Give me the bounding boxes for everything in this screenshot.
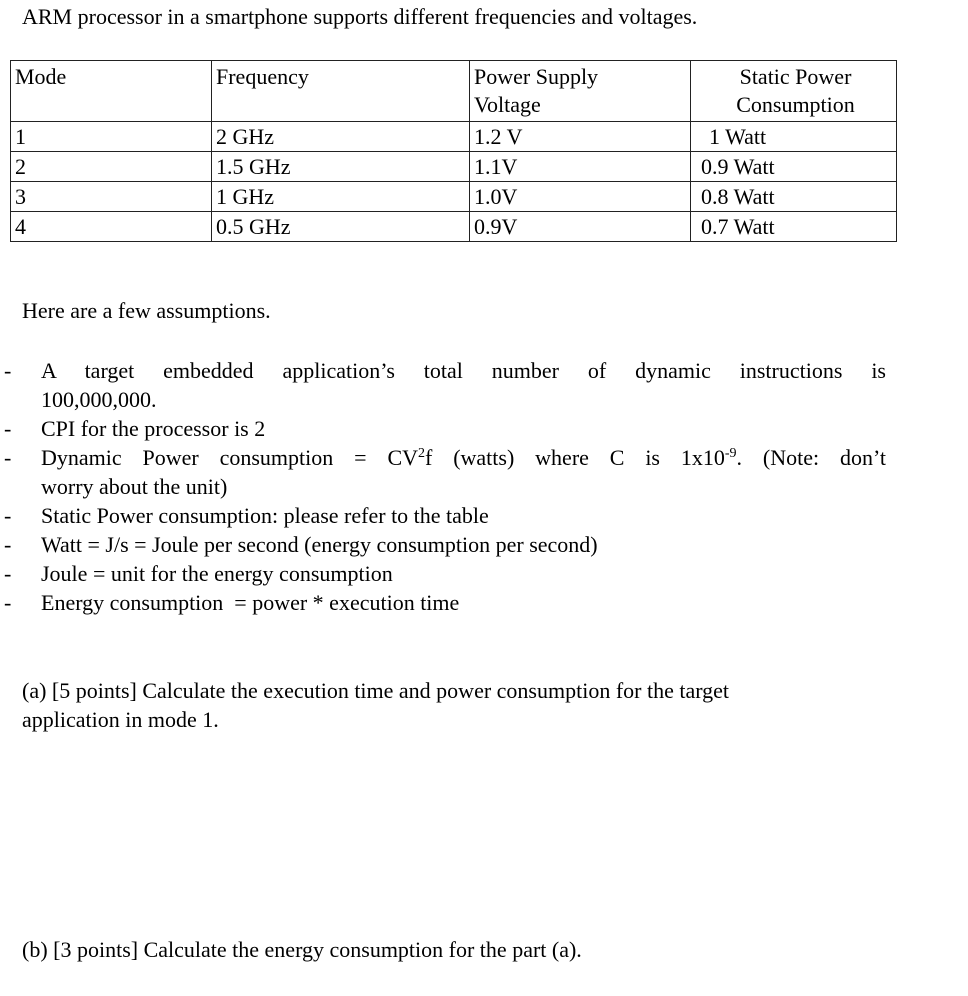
assumptions-heading: Here are a few assumptions. bbox=[22, 298, 271, 323]
formula-cv: CV bbox=[387, 445, 418, 470]
watt-text: Watt = J/s = Joule per second (energy consumption per second) bbox=[41, 532, 598, 557]
list-item-instructions bbox=[0, 356, 886, 414]
cell-frequency: 2 GHz bbox=[212, 122, 470, 152]
header-mode: Mode bbox=[11, 61, 212, 122]
header-static-power bbox=[691, 61, 897, 122]
instructions-line1: A target embedded application’s total number of dynamic instructions is bbox=[41, 358, 886, 383]
cell-static-power: 0.8 Watt bbox=[691, 182, 897, 212]
question-a-line1: (a) [5 points] Calculate the execution time and power consumption for the target bbox=[22, 678, 730, 703]
dynamic-power-equals: = bbox=[354, 445, 367, 470]
question-b: (b) [3 points] Calculate the energy consumption for the part (a). bbox=[22, 937, 582, 962]
dynamic-power-prefix: Dynamic Power consumption bbox=[41, 445, 334, 470]
cell-voltage: 1.2 V bbox=[470, 122, 691, 152]
cell-frequency: 1 GHz bbox=[212, 182, 470, 212]
dynamic-power-constant bbox=[535, 445, 886, 470]
list-item-watt bbox=[0, 530, 886, 559]
list-dash: - bbox=[4, 590, 12, 615]
cell-mode: 4 bbox=[11, 212, 212, 242]
list-item-static-power bbox=[0, 501, 886, 530]
constant-text: where C is 1x10 bbox=[535, 445, 725, 470]
header-static-line1: Static Power bbox=[739, 64, 852, 89]
instructions-line2: 100,000,000. bbox=[41, 387, 157, 412]
table-row bbox=[11, 212, 897, 242]
mode-table bbox=[10, 60, 897, 242]
table-header-row bbox=[11, 61, 897, 122]
cell-voltage: 1.0V bbox=[470, 182, 691, 212]
static-power-text: Static Power consumption: please refer to the table bbox=[41, 503, 489, 528]
list-dash: - bbox=[4, 561, 12, 586]
list-dash: - bbox=[4, 532, 12, 557]
header-static-line2: Consumption bbox=[736, 92, 855, 117]
cell-static-power: 1 Watt bbox=[691, 122, 897, 152]
list-item-dynamic-power bbox=[0, 443, 886, 501]
list-item-joule bbox=[0, 559, 886, 588]
constant-exponent: -9 bbox=[724, 446, 737, 461]
cell-voltage: 1.1V bbox=[470, 152, 691, 182]
table-row bbox=[11, 152, 897, 182]
dynamic-power-line1 bbox=[41, 443, 886, 472]
header-voltage bbox=[470, 61, 691, 122]
cell-static-power: 0.9 Watt bbox=[691, 152, 897, 182]
cell-frequency: 0.5 GHz bbox=[212, 212, 470, 242]
header-voltage-line2: Voltage bbox=[474, 92, 541, 117]
cpi-text: CPI for the processor is 2 bbox=[41, 416, 266, 441]
question-a bbox=[22, 676, 842, 734]
cell-voltage: 0.9V bbox=[470, 212, 691, 242]
cell-frequency: 1.5 GHz bbox=[212, 152, 470, 182]
list-dash: - bbox=[4, 445, 12, 470]
intro-text: ARM processor in a smartphone supports different frequencies and voltages. bbox=[22, 4, 698, 29]
cell-mode: 1 bbox=[11, 122, 212, 152]
joule-text: Joule = unit for the energy consumption bbox=[41, 561, 393, 586]
dynamic-power-units: (watts) bbox=[453, 445, 515, 470]
energy-text: Energy consumption = power * execution time bbox=[41, 590, 460, 615]
formula-f: f bbox=[425, 445, 433, 470]
list-item-cpi bbox=[0, 414, 886, 443]
dynamic-power-formula bbox=[387, 445, 432, 470]
cell-mode: 3 bbox=[11, 182, 212, 212]
question-a-line2: application in mode 1. bbox=[22, 707, 219, 732]
header-frequency: Frequency bbox=[212, 61, 470, 122]
note-start: . (Note: don’t bbox=[736, 445, 887, 470]
header-voltage-line1: Power Supply bbox=[474, 64, 599, 89]
table-row bbox=[11, 182, 897, 212]
dynamic-power-line2: worry about the unit) bbox=[41, 474, 228, 499]
cell-mode: 2 bbox=[11, 152, 212, 182]
list-dash: - bbox=[4, 416, 12, 441]
list-item-energy bbox=[0, 588, 886, 617]
list-dash: - bbox=[4, 358, 12, 383]
cell-static-power: 0.7 Watt bbox=[691, 212, 897, 242]
assumptions-list bbox=[0, 356, 886, 617]
table-row bbox=[11, 122, 897, 152]
formula-exponent: 2 bbox=[418, 446, 425, 461]
list-dash: - bbox=[4, 503, 12, 528]
